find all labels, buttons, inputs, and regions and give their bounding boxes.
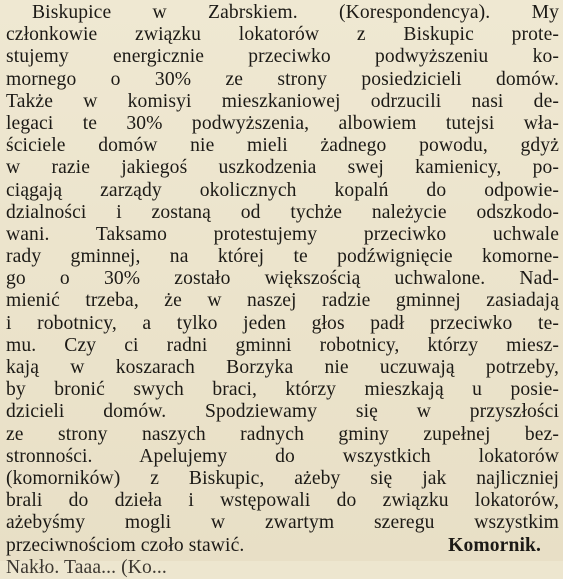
article-line: dzialności i zostaną od tychże należycie odszkodo-	[6, 201, 559, 223]
article-line: brali do dzieła i wstępowali do związku lokatorów,	[6, 490, 559, 512]
article-line: ściciele domów nie mieli żadnego powodu, gdyż	[6, 135, 559, 157]
article-line: by bronić swych braci, którzy mieszkają u posie-	[6, 379, 559, 401]
cut-off-next-article: Nakło. Taaa... (Ko...	[6, 556, 167, 578]
article-line: ciągają zarządy okolicznych kopalń do odpowie-	[6, 179, 559, 201]
article-line: rady gminnej, na której te podźwignięcie komorne-	[6, 246, 559, 268]
article-line: mornego o 30% ze strony posiedzicieli domów.	[6, 68, 559, 90]
article-line: ażebyśmy mogli w zwartym szeregu wszystkim	[6, 512, 559, 534]
article-line: dzicieli domów. Spodziewamy się w przyszłości	[6, 401, 559, 423]
article-line: legaci te 30% podwyższenia, albowiem tutejsi wła-	[6, 112, 559, 134]
signature: Komornik.	[448, 534, 541, 556]
article-line: i robotnicy, a tylko jeden głos padł przeciwko te-	[6, 312, 559, 334]
article-line: go o 30% zostało większością uchwalone. Nad-	[6, 268, 559, 290]
article-line: Biskupice w Zabrskiem. (Korespondencya). My	[32, 2, 559, 23]
article-line: w razie jakiegoś uszkodzenia swej kamienicy, po-	[6, 157, 559, 179]
closing-text: przeciwnościom czoło stawić.	[6, 534, 245, 556]
article-line: mienić trzeba, że w naszej radzie gminnej zasiadają	[6, 290, 559, 312]
article-line: stujemy energicznie przeciwko podwyższeniu ko-	[6, 46, 559, 68]
article-column	[6, 2, 559, 579]
article-line: wani. Taksamo protestujemy przeciwko uchwale	[6, 223, 559, 245]
article-line: Także w komisyi mieszkaniowej odrzucili nasi de-	[6, 90, 559, 112]
closing-line	[6, 535, 559, 557]
article-line: stronności. Apelujemy do wszystkich lokatorów	[6, 445, 559, 467]
article-line: ze strony naszych radnych gminy zupełnej bez-	[6, 423, 559, 445]
article-line: mu. Czy ci radni gminni robotnicy, którzy miesz-	[6, 334, 559, 356]
article-line: (komorników) z Biskupic, ażeby się jak najliczniej	[6, 467, 559, 489]
article-line: członkowie związku lokatorów z Biskupic prote-	[6, 24, 559, 46]
article-line: kają w koszarach Borzyka nie uczuwają potrzeby,	[6, 357, 559, 378]
